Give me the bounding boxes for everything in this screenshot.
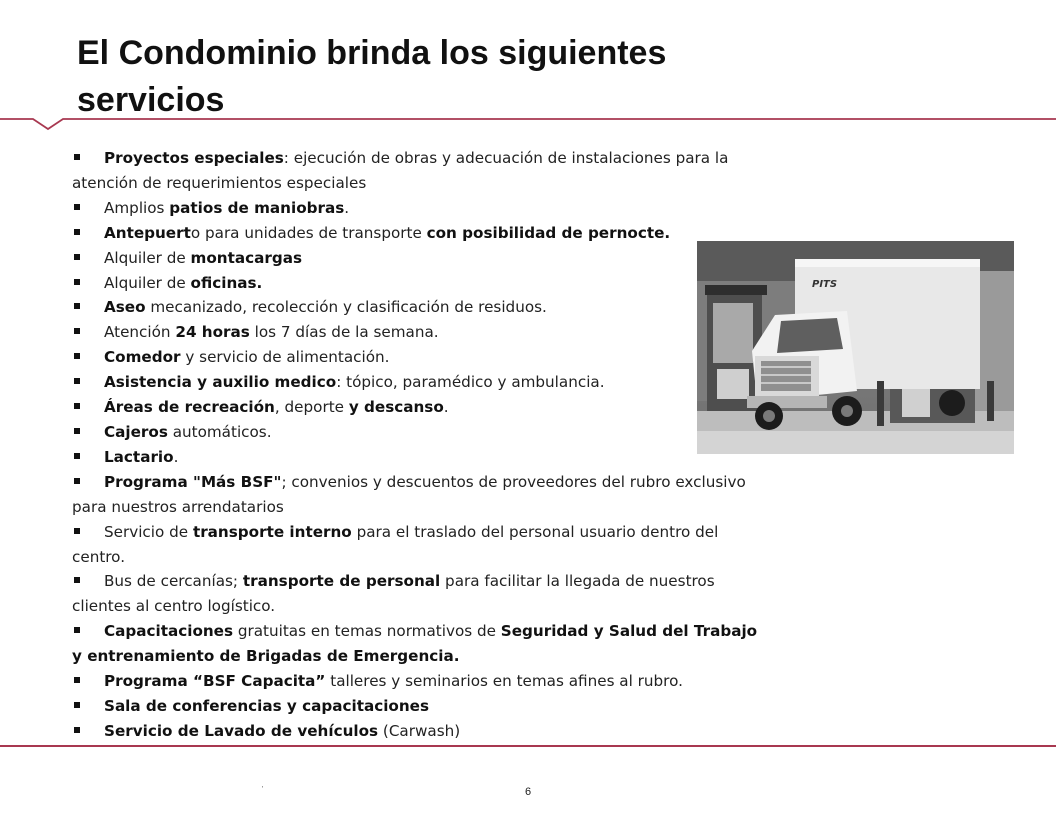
service-text-bold: Programa "Más BSF" [104,472,282,491]
service-text: . [344,198,350,217]
service-item [72,395,772,420]
service-text: para facilitar la llegada de nuestros clientes al centro logístico. [72,572,715,616]
service-text: gratuitas en temas normativos de [233,622,501,641]
service-text-bold: con posibilidad de pernocte. [426,223,671,242]
service-text: Alquiler de [104,273,191,292]
service-text: . [443,398,449,417]
bullet-square-icon [74,528,80,534]
service-text: ; convenios y descuentos de proveedores del rubro exclusivo para nuestros arrendatarios [72,472,746,516]
service-text-bold: Lactario [104,447,174,466]
services-list [72,146,772,744]
service-text: : tópico, paramédico y ambulancia. [336,373,605,392]
service-text: Amplios [104,198,170,217]
service-item [72,320,772,345]
service-text-bold: Áreas de recreación [104,398,275,417]
service-item [72,196,772,221]
service-item [72,295,772,320]
service-text: y servicio de alimentación. [180,348,390,367]
bullet-square-icon [74,627,80,633]
bullet-square-icon [74,204,80,210]
bullet-square-icon [74,154,80,160]
service-text-bold: Sala de conferencias y capacitaciones [104,696,430,715]
service-text-bold: Servicio de Lavado de vehículos [104,721,379,740]
truck-photo [697,241,1014,454]
service-item [72,520,772,570]
service-item [72,370,772,395]
service-item [72,420,772,445]
service-text-bold: Capacitaciones [104,622,234,641]
service-text: Atención [104,323,176,342]
bullet-square-icon [74,279,80,285]
service-item [72,470,772,520]
service-text-bold: y descanso [348,398,444,417]
service-text-bold: Asistencia y auxilio medico [104,373,337,392]
service-text: talleres y seminarios en temas afines al rubro. [325,672,683,691]
service-text: (Carwash) [378,721,461,740]
service-text: mecanizado, recolección y clasificación de residuos. [145,298,547,317]
service-text: . [173,447,179,466]
service-text: Alquiler de [104,248,191,267]
service-text-bold: Aseo [104,298,146,317]
service-item [72,719,772,744]
service-text-bold: Cajeros [104,422,168,441]
service-text-bold: oficinas. [190,273,263,292]
service-item [72,669,772,694]
truck-logo-text: PITS [812,279,838,290]
service-item [72,694,772,719]
service-text-bold: Proyectos especiales [104,149,284,167]
bullet-square-icon [74,254,80,260]
service-text: para el traslado del personal usuario dentro del centro. [72,522,719,566]
service-text-bold: transporte de personal [242,572,441,591]
page-number: 6 [524,786,532,798]
service-text-bold: Comedor [104,348,181,367]
service-text: , deporte [274,398,349,417]
service-text-bold: montacargas [190,248,303,267]
service-text-bold: patios de maniobras [169,198,345,217]
service-text-bold: 24 horas [175,323,250,342]
footer-divider [0,745,1056,747]
bullet-square-icon [74,378,80,384]
service-item [72,569,772,619]
service-item [72,146,772,196]
service-text: Servicio de [104,522,193,541]
bullet-square-icon [74,702,80,708]
service-item [72,345,772,370]
service-text-bold: transporte interno [192,522,352,541]
bullet-square-icon [74,403,80,409]
service-item [72,445,772,470]
bullet-square-icon [74,428,80,434]
bullet-square-icon [74,577,80,583]
bullet-square-icon [74,229,80,235]
bullet-square-icon [74,303,80,309]
slide-title: El Condominio brinda los siguientes servicios [77,34,667,119]
bullet-square-icon [74,677,80,683]
service-text: los 7 días de la semana. [249,323,439,342]
footer-mark: ' [262,786,264,793]
service-text: automáticos. [167,422,272,441]
service-text-bold: Seguridad y Salud del Trabajo y entrenamiento de Brigadas de Emergencia. [72,622,758,666]
bullet-square-icon [74,453,80,459]
bullet-square-icon [74,328,80,334]
service-text-bold: Antepuert [104,223,191,242]
bullet-square-icon [74,353,80,359]
bullet-square-icon [74,478,80,484]
service-text-bold: Programa “BSF Capacita” [104,672,326,691]
service-item [72,271,772,296]
bullet-square-icon [74,727,80,733]
service-item [72,221,772,246]
service-text: o para unidades de transporte [190,223,427,242]
service-item [72,619,772,669]
service-text: : ejecución de obras y adecuación de instalaciones para la atención de requerimientos especiales [72,149,729,192]
service-item [72,246,772,271]
title-divider [0,110,1056,134]
service-text: Bus de cercanías; [104,572,243,591]
